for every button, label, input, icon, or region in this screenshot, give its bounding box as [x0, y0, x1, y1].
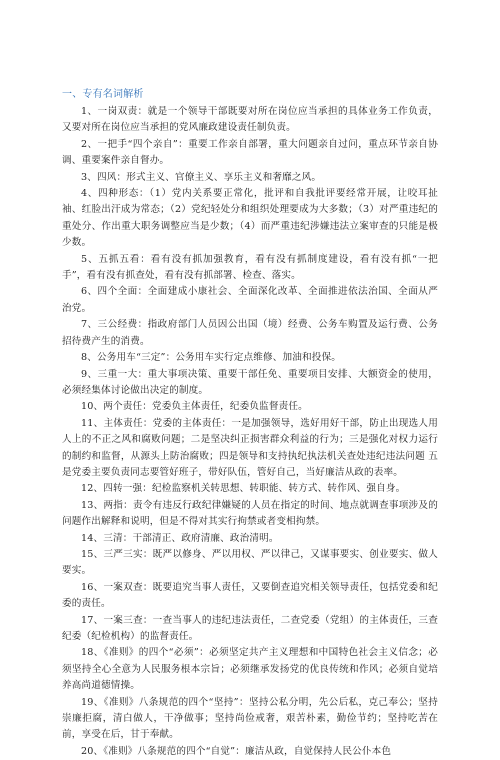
- term-item-6: 6、四个全面：全面建成小康社会、全面深化改革、全面推进依法治国、全面从严治党。: [62, 286, 438, 314]
- term-item-14: 14、三清：干部清正、政府清廉、政治清明。: [81, 532, 279, 544]
- term-item-9: 9、三重一大：重大事项决策、重要干部任免、重要项目安排、大额资金的使用，必须经集体讨论做出决定的制度。: [62, 368, 438, 396]
- term-item-7: 7、三公经费：指政府部门人员因公出国（境）经费、公务车购置及运行费、公务招待费产生的消费。: [62, 319, 438, 347]
- term-list: [62, 104, 438, 760]
- term-item-16: 16、一案双查：既要追究当事人责任，又要倒查追究相关领导责任，包括党委和纪委的责任。: [62, 581, 438, 610]
- term-item-11: 11、主体责任：党委的主体责任：一是加强领导，选好用好干部，防止出现选人用人上的不正之风和腐败问题；二是坚决纠正损害群众利益的行为；三是强化对权力运行的制约和监督，从源头上防治腐败；四是领导和支持执纪执法机关查处违纪违法问题 五是党委主要负责同志要管好班子，带好队伍，管好自己，当好廉洁从政的表率。: [62, 417, 438, 478]
- term-item-1: 1、一岗双责：就是一个领导干部既要对所在岗位应当承担的具体业务工作负责，又要对所在岗位应当承担的党风廉政建设责任制负责。: [62, 106, 438, 134]
- term-item-12: 12、四转一强：纪检监察机关转思想、转职能、转方式、转作风、强自身。: [81, 483, 406, 495]
- term-item-20: 20、《准则》八条规范的四个“自觉”：廉洁从政，自觉保持人民公仆本色: [81, 745, 392, 757]
- term-item-8: 8、公务用车“三定”：公务用车实行定点维修、加油和投保。: [81, 352, 341, 364]
- term-item-5: 5、五抓五看：看有没有抓加强教育，看有没有抓制度建设，看有没有抓“一把手”，看有没有抓查处，看有没有抓部署、检查、落实。: [62, 253, 438, 282]
- term-item-15: 15、三严三实：既严以修身、严以用权、严以律己，又谋事要实、创业要实、做人要实。: [62, 548, 438, 577]
- term-item-13: 13、两指：责令有违反行政纪律嫌疑的人员在指定的时间、地点就调查事项涉及的问题作出解释和说明，但是不得对其实行拘禁或者变相拘禁。: [62, 499, 438, 528]
- term-item-19: 19、《准则》八条规范的四个“坚持”：坚持公私分明，先公后私，克己奉公；坚持崇廉拒腐，清白做人，干净做事；坚持尚俭戒奢，艰苦朴素，勤俭节约；坚持吃苦在前，享受在后，甘于奉献。: [62, 696, 438, 741]
- term-item-10: 10、两个责任：党委负主体责任，纪委负监督责任。: [81, 401, 308, 413]
- term-item-3: 3、四风：形式主义、官僚主义、享乐主义和奢靡之风。: [81, 171, 322, 183]
- term-item-2: 2、一把手“四个亲自”：重要工作亲自部署，重大问题亲自过问，重点环节亲自协调、重要案件亲自督办。: [62, 138, 438, 167]
- term-item-4: 4、四种形态：（1）党内关系要正常化，批评和自我批评要经常开展，让咬耳扯袖、红脸出汗成为常态；（2）党纪轻处分和组织处理要成为大多数；（3）对严重违纪的重处分、作出重大职务调整应当是少数；（4）而严重违纪涉嫌违法立案审查的只能是极少数。: [62, 188, 438, 249]
- section-title: 一、专有名词解析: [62, 89, 144, 100]
- term-item-17: 17、一案三查：一查当事人的违纪违法责任，二查党委（党组）的主体责任，三查纪委（纪检机构）的监督责任。: [62, 614, 438, 642]
- term-item-18: 18、《准则》的四个“必须”：必须坚定共产主义理想和中国特色社会主义信念；必须坚持全心全意为人民服务根本宗旨；必须继承发扬党的优良传统和作风；必须自觉培养高尚道德情操。: [62, 647, 438, 692]
